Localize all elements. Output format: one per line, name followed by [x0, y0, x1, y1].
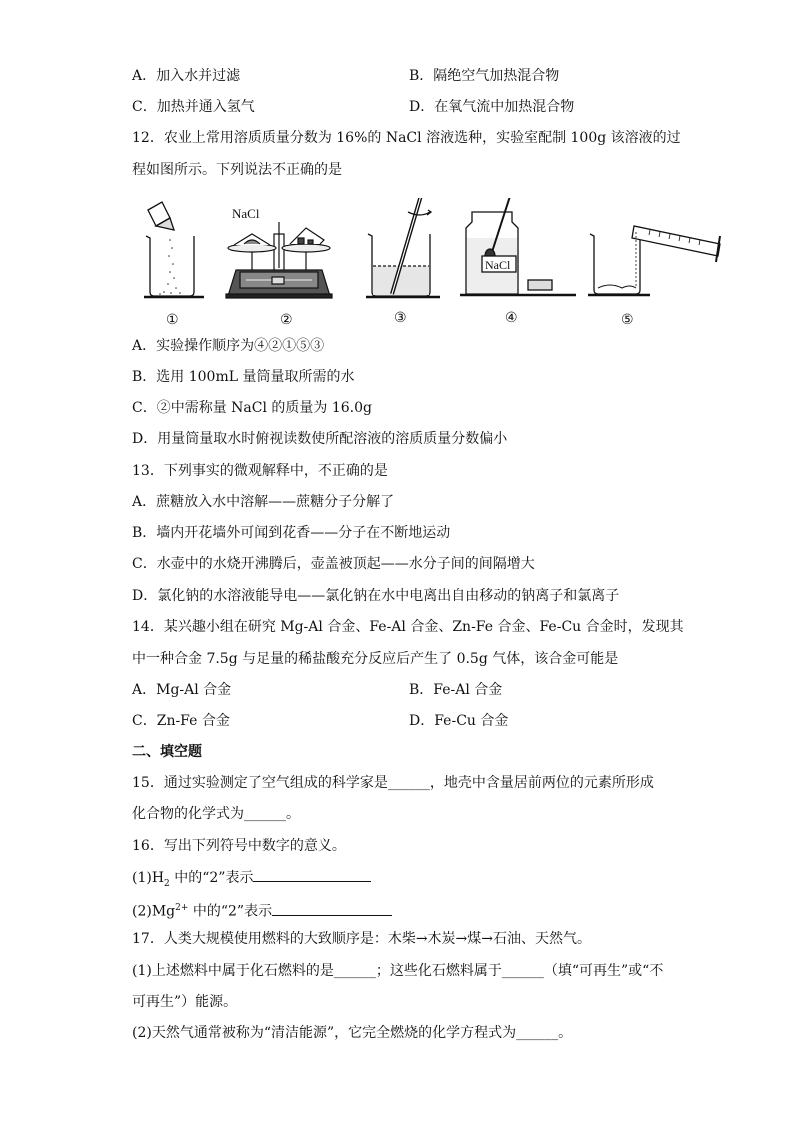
- step-number-4: ④: [505, 310, 518, 326]
- q16-h-symbol: (1)H: [132, 870, 165, 886]
- q14-option-d: D．Fe-Cu 合金: [409, 713, 509, 729]
- q16-mg-superscript: 2+: [175, 903, 189, 913]
- q17-part1-line2: 可再生”）能源。: [132, 994, 238, 1010]
- q12-stem-line2: 程如图所示。下列说法不正确的是: [132, 162, 342, 178]
- section-title-fill-in: 二、填空题: [132, 744, 202, 760]
- step-number-2: ②: [280, 312, 293, 328]
- step5-beaker-pour: [588, 226, 720, 295]
- step-number-3: ③: [394, 310, 407, 326]
- q17-p1-text-c: （填“可再生”或“不: [543, 963, 664, 979]
- q17-p2-text-a: (2)天然气通常被称为“清洁能源”，它完全燃烧的化学方程式为: [132, 1025, 517, 1041]
- q14-stem-line1: 14．某兴趣小组在研究 Mg-Al 合金、Fe-Al 合金、Zn-Fe 合金、Fe-Cu 合金时，发现其: [132, 619, 684, 635]
- q12-stem-line1: 12．农业上常用溶质质量分数为 16%的 NaCl 溶液选种，实验室配制 100g 该溶液的过: [132, 130, 681, 146]
- q13-option-d: D．氯化钠的水溶液能导电——氯化钠在水中电离出自由移动的钠离子和氯离子: [132, 588, 620, 604]
- q11-option-c: C．加热并通入氢气: [132, 99, 255, 115]
- q17-blank-1[interactable]: ______: [333, 963, 376, 979]
- q15-text-a: 15．通过实验测定了空气组成的科学家是: [132, 775, 388, 791]
- q15-text-b: ，地壳中含量居前两位的元素所形成: [429, 775, 654, 791]
- q14-option-c: C．Zn-Fe 合金: [132, 713, 230, 729]
- q12-option-c: C．②中需称量 NaCl 的质量为 16.0g: [132, 400, 372, 416]
- figure-label-nacl-bottle: NaCl: [485, 258, 511, 272]
- q16-part2: [132, 898, 392, 922]
- q15-blank-2[interactable]: ______: [244, 806, 286, 822]
- q12-option-d: D．用量筒量取水时俯视读数使所配溶液的溶质质量分数偏小: [132, 431, 508, 447]
- q15-text-c: 化合物的化学式为: [132, 806, 244, 822]
- q17-p1-text-a: (1)上述燃料中属于化石燃料的是: [132, 963, 334, 979]
- q17-p2-text-b: 。: [558, 1025, 573, 1041]
- q14-option-a: A．Mg-Al 合金: [132, 682, 232, 698]
- q16-p1-text: 中的“2”表示: [169, 870, 254, 886]
- step4-reagent-bottle: [460, 198, 576, 295]
- q13-option-b: B．墙内开花墙外可闻到花香——分子在不断地运动: [132, 525, 451, 541]
- q17-p1-text-b: ；这些化石燃料属于: [375, 963, 502, 979]
- q15-line1: [132, 773, 654, 793]
- step-number-1: ①: [166, 312, 179, 328]
- q13-stem: 13．下列事实的微观解释中，不正确的是: [132, 463, 388, 479]
- q17-part2: [132, 1023, 572, 1043]
- q17-stem: 17．人类大规模使用燃料的大致顺序是：木柴→木炭→煤→石油、天然气。: [132, 931, 592, 947]
- step1-beaker-dissolve: [144, 202, 204, 297]
- q17-blank-2[interactable]: ______: [501, 963, 544, 979]
- step2-balance: [226, 222, 332, 298]
- q15-blank-1[interactable]: ______: [387, 775, 430, 791]
- q16-blank-1[interactable]: [253, 867, 371, 882]
- figure-label-nacl-scale: NaCl: [232, 206, 260, 221]
- step3-beaker-stir: [366, 198, 440, 297]
- q14-option-b: B．Fe-Al 合金: [409, 682, 503, 698]
- q15-text-d: 。: [286, 806, 300, 822]
- q12-option-a: A．实验操作顺序为④②①⑤③: [132, 338, 325, 354]
- q13-option-a: A．蔗糖放入水中溶解——蔗糖分子分解了: [132, 494, 395, 510]
- q16-h-subscript: 2: [164, 878, 170, 889]
- q16-part1: [132, 867, 371, 894]
- q13-option-c: C．水壶中的水烧开沸腾后，壶盖被顶起——水分子间的间隔增大: [132, 556, 535, 572]
- step-number-5: ⑤: [621, 312, 634, 328]
- q12-lab-figure: [140, 198, 740, 333]
- q17-part1-line1: [132, 961, 663, 981]
- q11-option-a: A．加入水并过滤: [132, 68, 241, 84]
- q15-line2: [132, 804, 300, 824]
- q16-stem: 16．写出下列符号中数字的意义。: [132, 838, 346, 854]
- q16-blank-2[interactable]: [272, 901, 392, 916]
- q16-p2-text: 中的“2”表示: [188, 903, 273, 920]
- q17-blank-3[interactable]: ______: [516, 1025, 559, 1041]
- q11-option-b: B．隔绝空气加热混合物: [409, 68, 560, 84]
- q12-option-b: B．选用 100mL 量筒量取所需的水: [132, 369, 355, 385]
- q11-option-d: D．在氧气流中加热混合物: [409, 99, 575, 115]
- q16-mg-symbol: (2)Mg: [132, 903, 176, 920]
- q14-stem-line2: 中一种合金 7.5g 与足量的稀盐酸充分反应后产生了 0.5g 气体，该合金可能是: [132, 651, 619, 667]
